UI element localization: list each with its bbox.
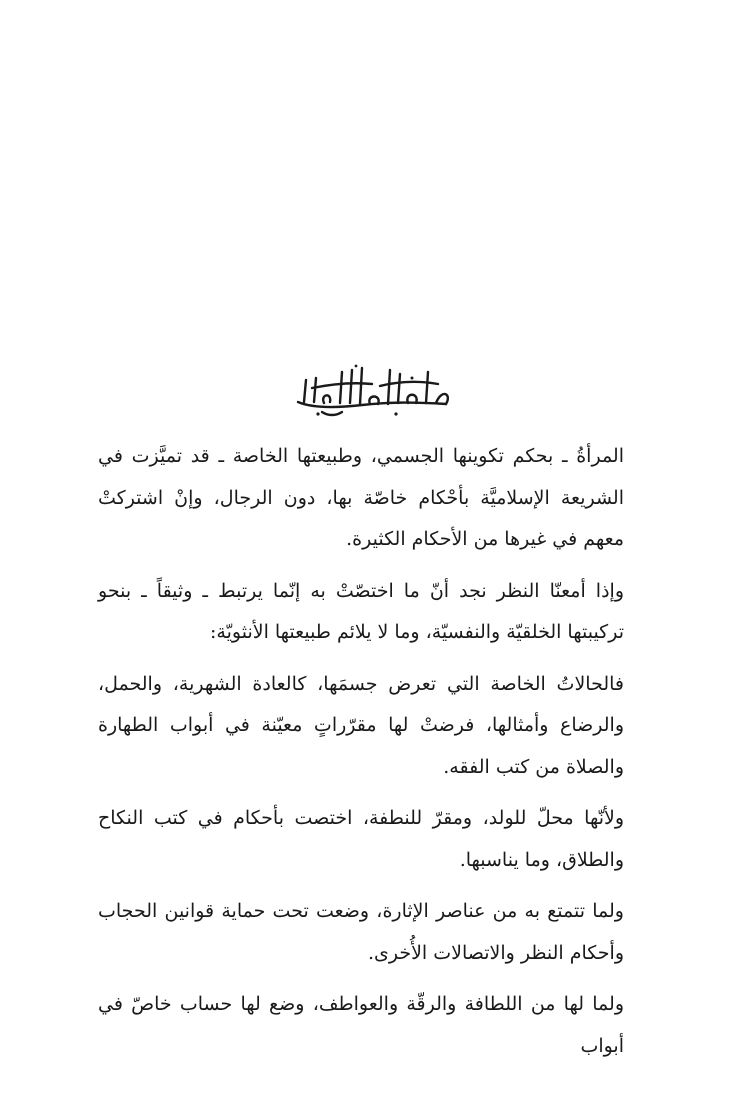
- paragraph-5: ولما تتمتع به من عناصر الإثارة، وضعت تحت حماية قوانين الحجاب وأحكام النظر والاتصالات الأُخرى.: [98, 900, 624, 964]
- paragraph-1: المرأةُ ـ بحكم تكوينها الجسمي، وطبيعتها الخاصة ـ قد تميَّزت في الشريعة الإسلاميَّة بأحْكام خاصّة بها، دون الرجال، وإنْ اشتركتْ معهم في غيرها من الأحكام الكثيرة.: [98, 445, 624, 550]
- paragraph-4: ولأنّها محلّ للولد، ومقرّ للنطفة، اختصت بأحكام في كتب النكاح والطلاق، وما يناسبها.: [98, 807, 624, 871]
- basmala-text: [454, 358, 455, 359]
- paragraph-6: ولما لها من اللطافة والرقّة والعواطف، وضع لها حساب خاصّ في أبواب: [98, 993, 624, 1057]
- body-text: [98, 436, 624, 1067]
- basmala-calligraphy: [292, 358, 454, 422]
- paragraph-3: فالحالاتُ الخاصة التي تعرض جسمَها، كالعادة الشهرية، والحمل، والرضاع وأمثالها، فرضتْ لها مقرّراتٍ معيّنة في أبواب الطهارة والصلاة من كتب الفقه.: [98, 672, 624, 778]
- basmala-calligraphy-icon: [292, 358, 454, 422]
- paragraph-2: وإذا أمعنّا النظر نجد أنّ ما اختصّتْ به إنّما يرتبط ـ وثيقاً ـ بنحو تركيبتها الخلقيّة والنفسيّة، وما لا يلائم طبيعتها الأنثويّة:: [98, 579, 624, 643]
